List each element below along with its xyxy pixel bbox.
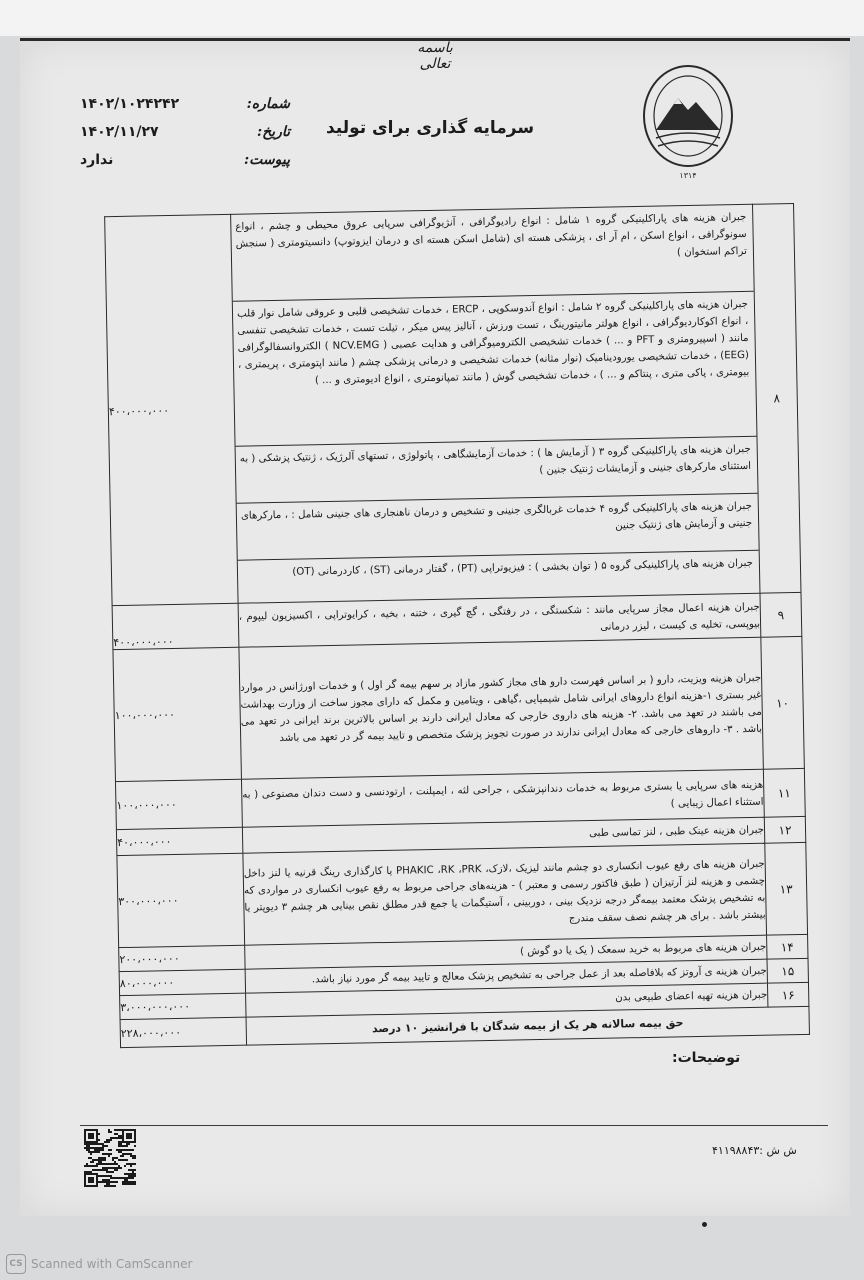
row-number: ۱۳ (765, 842, 808, 935)
row-number: ۸ (753, 204, 801, 594)
scan-dot (702, 1222, 707, 1227)
scan-border (0, 0, 864, 36)
row-description: جبران هزینه های رفع عیوب انکساری دو چشم مانند لیزیک ،لازک، PHAKIC ،RK ،PRK یا کارگذاری رینگ قرنیه یا لنز داخل چشمی و هزینه لنز آرتیزان ( طبق فاکتور رسمی و معتبر ) - هزینه‌های جراحی مربوط به رفع عیوب انکساری در مواردی که به تشخیص پزشک معتمد بیمه‌گر درجه نزدیک بینی ، دوربینی ، آستیگمات یا جمع قدر مطلق نقص بینایی هر چشم ۳ دیوپتر یا بیشتر باشد . برای هر چشم نصف سقف مندرج (243, 843, 767, 945)
number-label: شماره: (246, 96, 290, 112)
serial-number: ش ش :۴۱۱۹۸۸۴۳ (712, 1144, 797, 1157)
row-description: جبران هزینه تهیه اعضای طبیعی بدن (246, 983, 768, 1017)
date-label: تاریخ: (256, 124, 290, 140)
row-description: جبران هزینه ی آروتز که بلافاصله بعد از عمل جراحی به تشخیص پزشک معالج و تایید بیمه گر مورد نیاز باشد. (245, 959, 767, 993)
row-description: جبران هزینه اعمال مجاز سرپایی مانند : شکستگی ، در رفتگی ، گچ گیری ، ختنه ، بخیه ، کرایوتراپی ، اکسیزیون لیپوم ، بیوپسی، تخلیه ی کیست ، لیزر درمانی (238, 593, 761, 647)
row-description: جبران هزینه ویزیت، دارو ( بر اساس فهرست دارو های مجاز کشور مازاد بر سهم بیمه گر اول ) و خدمات اورژانس در موارد غیر بستری ۱-هزینه انواع داروهای ایرانی شامل شیمیایی ،گیاهی ، ویتامین و مکمل که دارای مجوز ساخت از وزارت بهداشت می باشند در تعهد می باشد. ۲- هزینه های داروی خارجی که معادل ایرانی دارند بر اساس بالاترین برند ایرانی در تعهد می باشد . ۳- داروهای خارجی که معادل ایرانی ندارند در صورت تجویز پزشک متخصص و تایید بیمه گر در تعهد می باشد (239, 637, 763, 779)
document-title: سرمایه گذاری برای تولید (325, 118, 535, 138)
camscanner-text: Scanned with CamScanner (31, 1257, 193, 1271)
attachment-value: ندارد (80, 152, 114, 168)
row-amount: ۱۰۰،۰۰۰،۰۰۰ (113, 647, 242, 781)
table-row (117, 842, 808, 947)
row-description: جبران هزینه عینک طبی ، لنز تماسی طبی (242, 817, 764, 853)
sub-item: جبران هزینه های پاراکلینیکی گروه ۳ ( آزمایش ها ) : خدمات آزمایشگاهی ، پاتولوژی ، تستهای آلرژیک ، ژنتیک پزشکی ( به استثنای مارکرهای جنینی و آزمایشات ژنتیک جنین ) (236, 437, 758, 504)
row-number: ۱۰ (761, 636, 805, 769)
row-amount: ۱۰۰،۰۰۰،۰۰۰ (115, 779, 242, 829)
date-value: ۱۴۰۲/۱۱/۲۷ (80, 124, 159, 140)
attachment-row (80, 146, 290, 174)
document-meta (80, 90, 290, 174)
number-row (80, 90, 290, 118)
table-row (105, 204, 801, 606)
total-label: حق بیمه سالانه هر یک از بیمه شدگان با فرانشیز ۱۰ درصد (246, 1006, 809, 1045)
bimeh-iran-logo (636, 58, 740, 186)
sub-item: جبران هزینه های پاراکلینیکی گروه ۵ ( توان بخشی ) : فیزیوتراپی (PT) ، گفتار درمانی (ST) ، کاردرمانی (OT) (292, 557, 754, 578)
row-amount: ۴۰۰،۰۰۰،۰۰۰ (105, 214, 238, 605)
sub-item: جبران هزینه های پاراکلینیکی گروه ۱ شامل : انواع رادیوگرافی ، آنژیوگرافی سرپایی عروق محیطی و چشم ، انواع سونوگرافی ، انواع اسکن ، ام آر ای ، پزشکی هسته ای (شامل اسکن هسته ای و درمان ایزوتوپ) دانسیتومتری ( سنجش تراکم استخوان ) (231, 205, 754, 302)
row-number: ۱۲ (764, 816, 805, 843)
row-amount: ۲۰۰،۰۰۰،۰۰۰ (119, 945, 245, 971)
attachment-label: پیوست: (244, 152, 290, 168)
bismillah-heading: باسمه تعالی (417, 40, 453, 72)
row-amount: ۳۰۰،۰۰۰،۰۰۰ (117, 853, 245, 947)
total-amount: ۲۲۸،۰۰۰،۰۰۰ (120, 1017, 247, 1047)
camscanner-watermark (6, 1254, 192, 1274)
row-description (231, 204, 760, 603)
sub-item: جبران هزینه های پاراکلینیکی گروه ۲ شامل : انواع آندوسکوپی ، ERCP ، خدمات تشخیصی قلبی و عروقی شامل نوار قلب ، انواع اکوکاردیوگرافی ، انواع هولتر مانیتورینگ ، تست ورزش ، آنالیز پیس میکر ، تیلت تست ، خدمات تشخیصی تنفسی مانند ( اسپیرومتری و PFT و ... ) خدمات تشخیصی الکترومیوگرافی و هدایت عصبی ( NCV.EMG ) الکتروانسفالوگرافی (EEG) ، خدمات تشخیصی یورودینامیک (نوار مثانه) خدمات تشخیصی و درمانی پزشکی چشم ( مانند اپتومتری ، پریمتری ، بیومتری ، پاکی متری ، پنتاکم و ... ) ، خدمات تشخیصی گوش ( مانند تمپانومتری ، انواع ادیومتری و ... ) (233, 292, 757, 447)
sub-item: جبران هزینه های پاراکلینیکی گروه ۴ خدمات غربالگری جنینی و تشخیص و درمان ناهنجاری های جنینی شامل : ، مارکرهای جنینی و آزمایش های ژنتیک جنین (237, 494, 759, 561)
row-amount: ۴۰۰،۰۰۰،۰۰۰ (112, 603, 239, 649)
number-value: ۱۴۰۲/۱۰۲۴۲۴۲ (80, 96, 180, 112)
row-description: جبران هزینه های مربوط به خرید سمعک ( یک یا دو گوش ) (245, 935, 767, 969)
row-amount: ۴۰،۰۰۰،۰۰۰ (116, 827, 242, 855)
camscanner-icon: CS (6, 1254, 26, 1274)
row-number: ۹ (760, 592, 802, 637)
notes-label: توضیحات: (672, 1050, 741, 1066)
row-number: ۱۵ (767, 958, 808, 983)
table-row (113, 636, 804, 781)
row-number: ۱۴ (767, 934, 808, 959)
date-row (80, 118, 290, 146)
coverage-table (104, 203, 810, 1048)
svg-text:۱۳۱۴: ۱۳۱۴ (679, 171, 697, 180)
qr-code-icon (84, 1129, 136, 1187)
row-amount: ۸۰،۰۰۰،۰۰۰ (119, 969, 245, 995)
row-description: هزینه های سرپایی یا بستری مربوط به خدمات دندانپزشکی ، جراحی لثه ، ایمپلنت ، ارتودنسی و دست دندان مصنوعی ( به استثناء اعمال زیبایی ) (241, 769, 764, 827)
footer-divider (80, 1125, 828, 1126)
row-number: ۱۱ (763, 768, 805, 817)
row-number: ۱۶ (767, 982, 808, 1007)
row-amount: ۳،۰۰۰،۰۰۰،۰۰۰ (120, 993, 246, 1019)
